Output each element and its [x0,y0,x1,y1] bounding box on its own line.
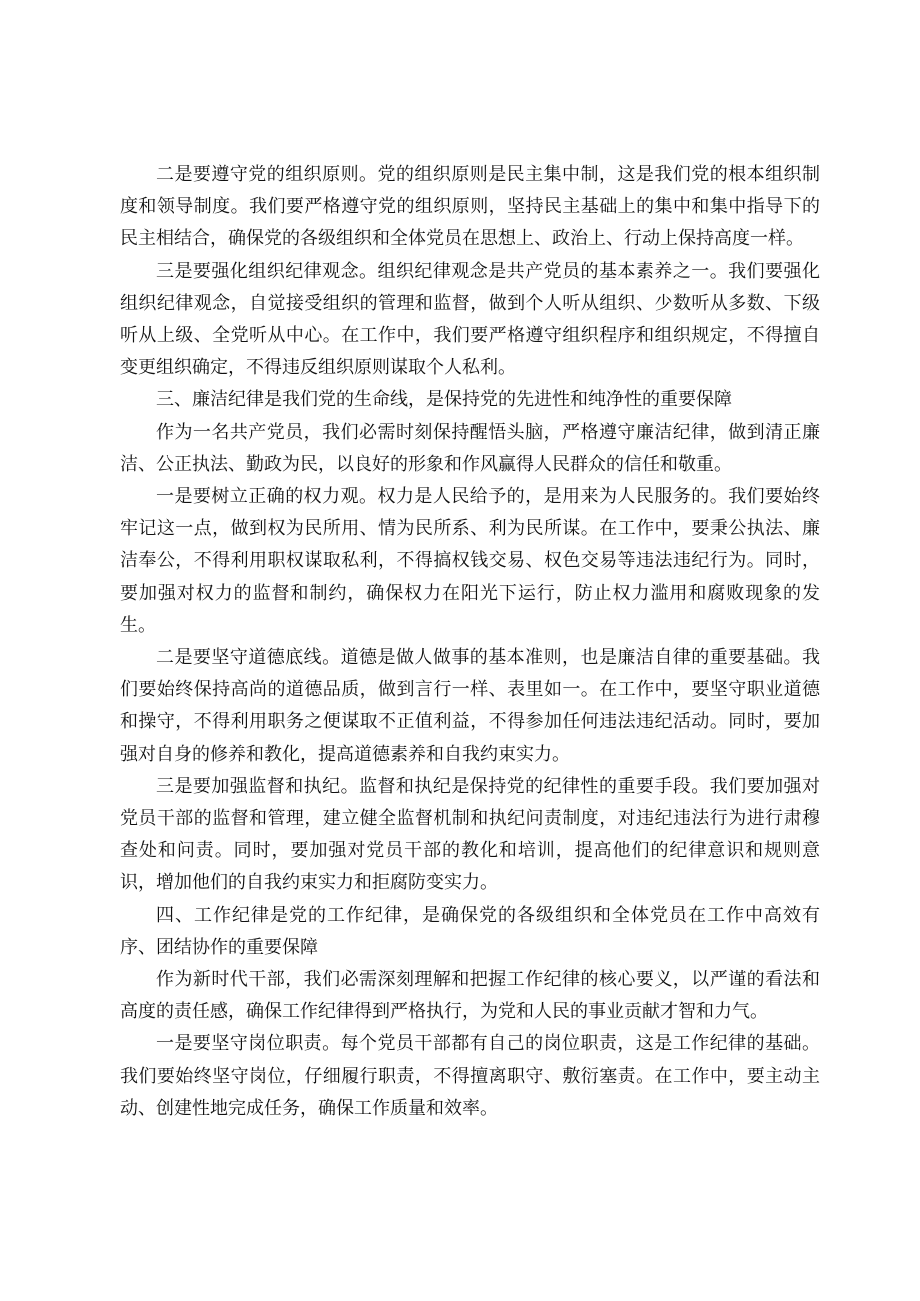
paragraph-job-duty: 一是要坚守岗位职责。每个党员干部都有自己的岗位职责，这是工作纪律的基础。我们要始终坚守岗位，仔细履行职责，不得擅离职守、敷衍塞责。在工作中，要主动主动、创建性地完成任务，确保工作质量和效率。 [120,1033,820,1119]
document-body [120,159,820,1125]
section-heading-integrity: 三、廉洁纪律是我们党的生命线，是保持党的先进性和纯净性的重要保障 [156,389,732,411]
paragraph-work-discipline-intro: 作为新时代干部，我们必需深刻理解和把握工作纪律的核心要义，以严谨的看法和高度的责任感，确保工作纪律得到严格执行，为党和人民的事业贡献才智和力气。 [120,969,820,1023]
paragraph-supervision: 三是要加强监督和执纪。监督和执纪是保持党的纪律性的重要手段。我们要加强对党员干部的监督和管理，建立健全监督机制和执纪问责制度，对违纪违法行为进行肃穆查处和问责。同时，要加强对党员干部的教化和培训，提高他们的纪律意识和规则意识，增加他们的自我约束实力和拒腐防变实力。 [120,775,820,894]
section-heading-work-discipline: 四、工作纪律是党的工作纪律，是确保党的各级组织和全体党员在工作中高效有序、团结协作的重要保障 [120,904,820,958]
paragraph-organization-principle: 二是要遵守党的组织原则。党的组织原则是民主集中制，这是我们党的根本组织制度和领导制度。我们要严格遵守党的组织原则，坚持民主基础上的集中和集中指导下的民主相结合，确保党的各级组织和全体党员在思想上、政治上、行动上保持高度一样。 [120,164,820,250]
paragraph-moral-bottom-line: 二是要坚守道德底线。道德是做人做事的基本准则，也是廉洁自律的重要基础。我们要始终保持高尚的道德品质，做到言行一样、表里如一。在工作中，要坚守职业道德和操守，不得利用职务之便谋取不正值利益，不得参加任何违法违纪活动。同时，要加强对自身的修养和教化，提高道德素养和自我约束实力。 [120,647,820,765]
paragraph-organization-discipline: 三是要强化组织纪律观念。组织纪律观念是共产党员的基本素养之一。我们要强化组织纪律观念，自觉接受组织的管理和监督，做到个人听从组织、少数听从多数、下级听从上级、全党听从中心。在工作中，我们要严格遵守组织程序和组织规定，不得擅自变更组织确定，不得违反组织原则谋取个人私利。 [120,260,820,379]
paragraph-integrity-intro: 作为一名共产党员，我们必需时刻保持醒悟头脑，严格遵守廉洁纪律，做到清正廉洁、公正执法、勤政为民，以良好的形象和作风赢得人民群众的信任和敬重。 [120,421,820,475]
paragraph-power-view: 一是要树立正确的权力观。权力是人民给予的，是用来为人民服务的。我们要始终牢记这一点，做到权为民所用、情为民所系、利为民所谋。在工作中，要秉公执法、廉洁奉公，不得利用职权谋取私利，不得搞权钱交易、权色交易等违法违纪行为。同时，要加强对权力的监督和制约，确保权力在阳光下运行，防止权力滥用和腐败现象的发生。 [120,486,820,636]
